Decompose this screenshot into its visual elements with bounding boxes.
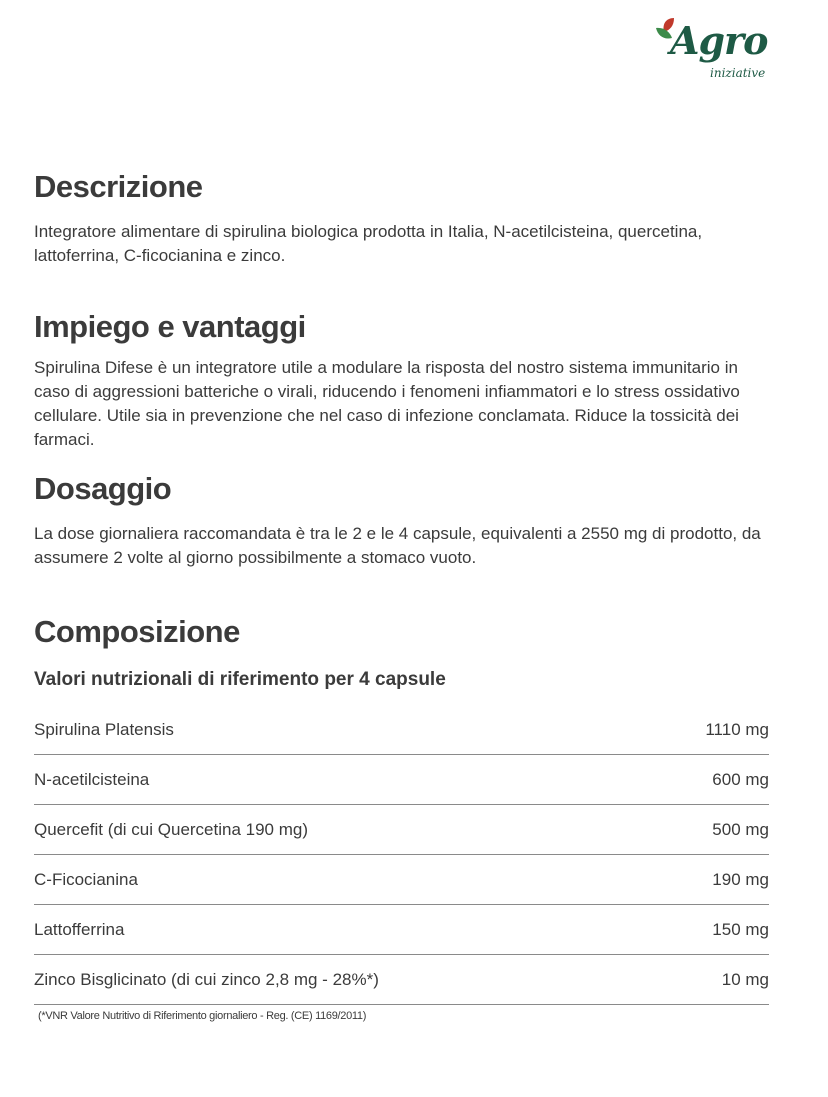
section-composizione	[34, 615, 774, 691]
section-subtitle: Valori nutrizionali di riferimento per 4 capsule	[34, 669, 446, 691]
brand-tagline: iniziative	[710, 66, 766, 80]
ingredient-qty: 150 mg	[712, 919, 769, 939]
brand-logo	[652, 14, 774, 84]
section-text: Spirulina Difese è un integratore utile a modulare la risposta del nostro sistema immunitario in caso di aggressioni batteriche o virali, riducendo i fenomeni infiammatori e lo stress ossidativo cellulare. Utile sia in prevenzione che nel caso di infezione conclamata. Riduce la tossicità dei farmaci.	[34, 358, 740, 450]
table-row	[34, 955, 769, 1005]
table-row	[34, 755, 769, 805]
ingredient-qty: 10 mg	[721, 969, 769, 989]
section-title: Descrizione	[34, 169, 203, 204]
ingredient-name: Quercefit (di cui Quercetina 190 mg)	[34, 819, 309, 839]
section-impiego	[34, 310, 774, 452]
table-row	[34, 905, 769, 955]
section-text: La dose giornaliera raccomandata è tra le 2 e le 4 capsule, equivalenti a 2550 mg di prodotto, da assumere 2 volte al giorno possibilmente a stomaco vuoto.	[34, 524, 761, 568]
ingredient-name: N-acetilcisteina	[34, 769, 150, 789]
section-text: Integratore alimentare di spirulina biologica prodotta in Italia, N-acetilcisteina, quercetina, lattoferrina, C-ficocianina e zinco.	[34, 222, 703, 266]
ingredient-qty: 190 mg	[712, 869, 769, 889]
ingredient-name: C-Ficocianina	[34, 869, 138, 889]
section-title: Dosaggio	[34, 471, 172, 506]
ingredient-name: Lattofferrina	[34, 919, 125, 939]
ingredient-name: Zinco Bisglicinato (di cui zinco 2,8 mg - 28%*)	[34, 969, 379, 989]
brand-name: Agro	[670, 18, 768, 63]
footnote: (*VNR Valore Nutritivo di Riferimento giornaliero - Reg. (CE) 1169/2011)	[38, 1010, 367, 1022]
ingredient-qty: 600 mg	[712, 769, 769, 789]
table-row	[34, 705, 769, 755]
section-dosaggio	[34, 472, 774, 570]
ingredient-qty: 1110 mg	[705, 719, 769, 739]
ingredient-name: Spirulina Platensis	[34, 719, 174, 739]
section-descrizione	[34, 170, 774, 268]
section-title: Impiego e vantaggi	[34, 309, 306, 344]
table-row	[34, 805, 769, 855]
composition-table	[34, 705, 769, 1005]
ingredient-qty: 500 mg	[712, 819, 769, 839]
table-row	[34, 855, 769, 905]
section-title: Composizione	[34, 614, 240, 649]
